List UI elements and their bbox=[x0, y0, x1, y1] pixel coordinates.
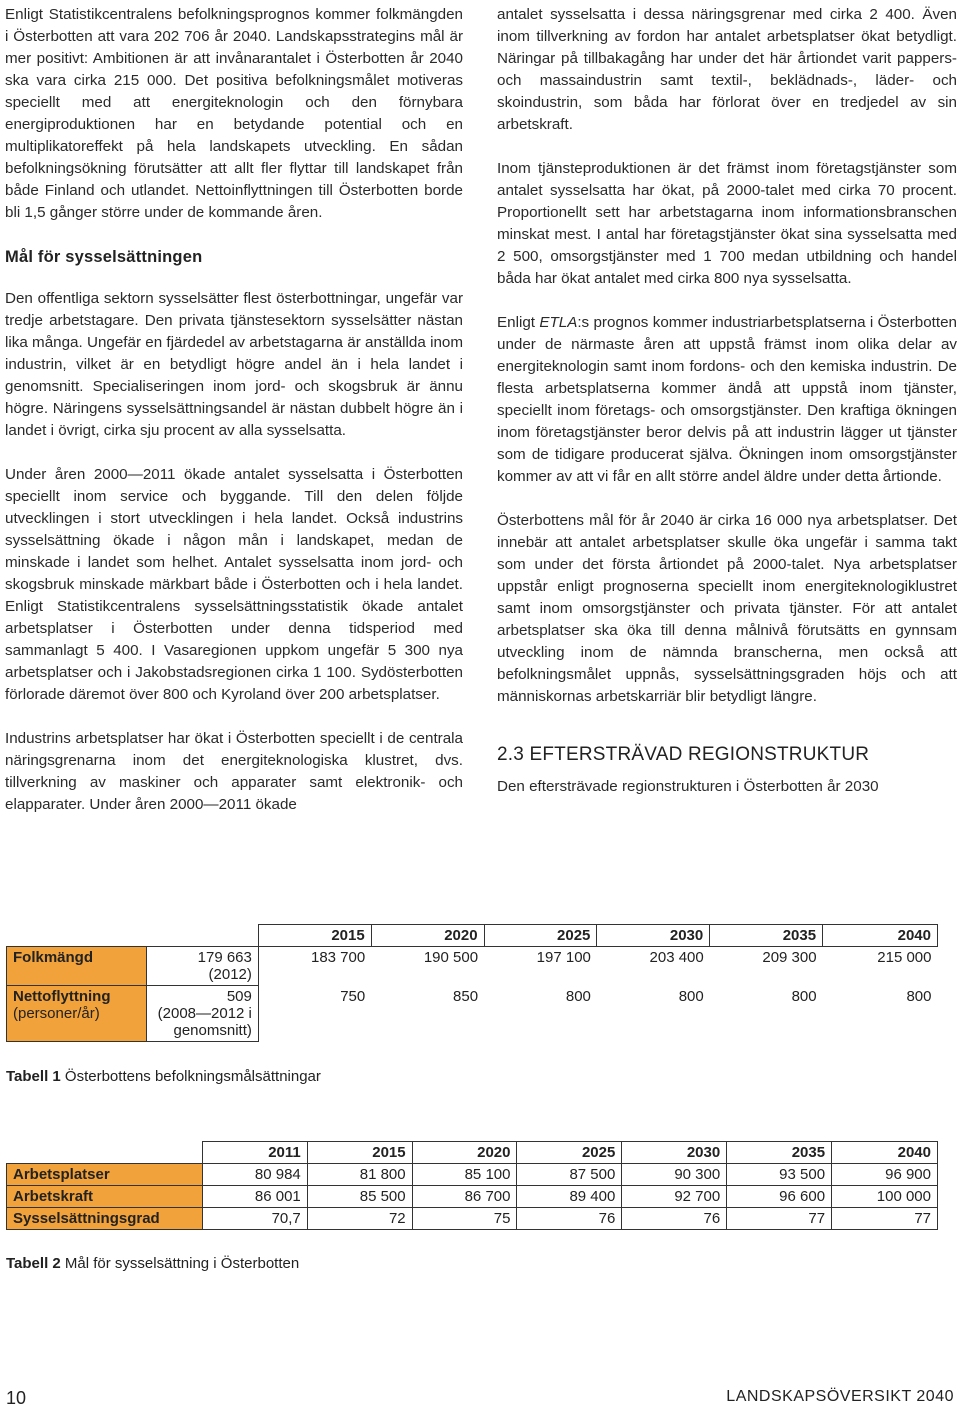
caption-label: Tabell 2 bbox=[6, 1255, 61, 1272]
year-header: 2025 bbox=[484, 925, 597, 947]
base-value-cell bbox=[146, 947, 258, 986]
year-header: 2020 bbox=[412, 1142, 517, 1164]
section-heading-regional-structure: 2.3 EFTERSTRÄVAD REGIONSTRUKTUR bbox=[497, 744, 870, 765]
base-value: 179 663 bbox=[197, 949, 252, 966]
base-note: (2008—2012 i genomsnitt) bbox=[157, 1005, 252, 1039]
table-cell: 76 bbox=[622, 1208, 727, 1230]
table-cell: 86 700 bbox=[412, 1186, 517, 1208]
year-header: 2020 bbox=[371, 925, 484, 947]
empty-header-cell bbox=[7, 925, 259, 947]
table-header-row bbox=[7, 925, 938, 947]
table-cell: 850 bbox=[453, 987, 479, 1005]
table-cell: 92 700 bbox=[622, 1186, 727, 1208]
right-column bbox=[497, 4, 957, 798]
table-row bbox=[7, 1208, 938, 1230]
row-label bbox=[7, 947, 147, 986]
table-cell: 800 bbox=[565, 987, 591, 1005]
table-caption bbox=[6, 1068, 321, 1085]
caption-label: Tabell 1 bbox=[6, 1068, 61, 1085]
year-header: 2011 bbox=[202, 1142, 307, 1164]
year-header: 2040 bbox=[823, 925, 938, 947]
table-cell: 215 000 bbox=[877, 949, 932, 966]
table-cell: 750 bbox=[340, 987, 366, 1005]
year-header: 2035 bbox=[710, 925, 823, 947]
year-header: 2015 bbox=[307, 1142, 412, 1164]
table-cell: 800 bbox=[791, 987, 817, 1005]
left-column bbox=[5, 4, 463, 816]
text-run: Enligt bbox=[497, 314, 540, 331]
table-cell: 209 300 bbox=[762, 949, 817, 966]
body-paragraph: Enligt Statistikcentralens befolkningsprognos kommer folkmängden i Österbotten att vara 202 706 år 2040. Landskapsstrategins mål är mer positivt: Ambitionen är att invånarantalet i Österbotten år 2040 ska vara cirka 215 000. Det positiva befolkningsmålet motiveras speciellt med att energiteknologin och den förnybara energiproduktionen har en betydande potential och en multiplikatoreffekt på hela landskapets utveckling. En sådan befolkningsökning förutsätter att allt fler flyttar till landskapet från både Finland och utlandet. Nettoinflyttningen till Österbotten borde bli 1,5 gånger större under de kommande åren. bbox=[5, 6, 463, 221]
table-row bbox=[7, 1186, 938, 1208]
year-header: 2030 bbox=[597, 925, 710, 947]
table-row bbox=[7, 986, 938, 1042]
table-row bbox=[7, 1164, 938, 1186]
body-paragraph: Österbottens mål för år 2040 är cirka 16 000 nya arbetsplatser. Det innebär att antalet arbetsplatser skulle öka ungefär i samma takt som under det första årtiondet på 2000-talet. Nya arbetsplatser uppstår enligt prognoserna speciellt inom energiteknologiklustret samt inom omsorgstjänster och privata tjänster. För att antalet arbetsplatser ska öka till denna målnivå förutsätts en gynnsam utveckling inom de nämnda branscherna, men också att befolkningsmålet uppnås, sysselsättningsgraden höjs och att människornas arbetskarriär blir betydligt längre. bbox=[497, 512, 957, 705]
body-paragraph: Den eftersträvade regionstrukturen i Österbotten år 2030 bbox=[497, 778, 879, 795]
body-paragraph: antalet sysselsatta i dessa näringsgrenar med cirka 2 400. Även inom tillverkning av fordon har antalet arbetsplatser ökat betydligt. Näringar på tillbakagång har under det här årtiondet varit pappers- och massaindustrin samt textil-, beklädnads-, läder- och skoindustrin, som båda har förlorat över en tredjedel av sin arbetskraft. bbox=[497, 6, 957, 133]
base-value: 509 bbox=[226, 988, 252, 1005]
table-cell: 75 bbox=[412, 1208, 517, 1230]
table-cell: 800 bbox=[906, 987, 932, 1005]
table-cell: 100 000 bbox=[832, 1186, 938, 1208]
table-cell: 85 100 bbox=[412, 1164, 517, 1186]
table-cell: 76 bbox=[517, 1208, 622, 1230]
table-cell: 96 900 bbox=[832, 1164, 938, 1186]
year-header: 2030 bbox=[622, 1142, 727, 1164]
year-header: 2015 bbox=[258, 925, 371, 947]
row-label-text: Nettoflyttning bbox=[13, 988, 111, 1005]
base-value-cell bbox=[146, 986, 258, 1042]
table-cell: 96 600 bbox=[727, 1186, 832, 1208]
row-label-text: Folkmängd bbox=[13, 949, 94, 966]
table-header-row bbox=[7, 1142, 938, 1164]
table-cell: 85 500 bbox=[307, 1186, 412, 1208]
table-cell: 87 500 bbox=[517, 1164, 622, 1186]
table-cell: 80 984 bbox=[202, 1164, 307, 1186]
table-cell: 203 400 bbox=[649, 949, 704, 966]
row-label: Arbetskraft bbox=[7, 1186, 203, 1208]
caption-text: Mål för sysselsättning i Österbotten bbox=[60, 1255, 300, 1272]
body-paragraph: Under åren 2000—2011 ökade antalet sysselsatta i Österbotten speciellt inom service och byggande. Till den delen följde utvecklingen i stort utvecklingen i hela landet. Också industrins sysselsättning ökade i någon mån i landskapet, medan de minskade i landet som helhet. Antalet sysselsatta inom jord- och skogsbruk minskade märkbart både i Österbotten och i hela landet. Enligt Statistikcentralens sysselsättningsstatistik ökade antalet arbetsplatser i Österbotten under denna tidsperiod med sammanlagt 5 400. I Vasaregionen uppkom ungefär 5 300 nya arbetsplatser och i Jakobstadsregionen cirka 1 100. Sydösterbotten förlorade däremot över 800 och Kyroland över 200 arbetsplatser. bbox=[5, 466, 463, 703]
year-header: 2025 bbox=[517, 1142, 622, 1164]
row-label: Sysselsättningsgrad bbox=[7, 1208, 203, 1230]
publication-title: LANDSKAPSÖVERSIKT 2040 bbox=[726, 1388, 954, 1405]
table-cell: 93 500 bbox=[727, 1164, 832, 1186]
year-header: 2035 bbox=[727, 1142, 832, 1164]
caption-text: Österbottens befolkningsmålsättningar bbox=[60, 1068, 321, 1085]
row-label: Arbetsplatser bbox=[7, 1164, 203, 1186]
table-cell: 86 001 bbox=[202, 1186, 307, 1208]
row-sublabel: (personer/år) bbox=[13, 1005, 100, 1022]
table-cell: 81 800 bbox=[307, 1164, 412, 1186]
empty-header-cell bbox=[7, 1142, 203, 1164]
population-targets-table bbox=[6, 924, 938, 1042]
base-note: (2012) bbox=[208, 966, 252, 983]
year-header: 2040 bbox=[832, 1142, 938, 1164]
body-paragraph: Industrins arbetsplatser har ökat i Österbotten speciellt i de centrala näringsgrenarna inom det energiteknologiska klustret, dvs. tillverkning av maskiner och apparater samt elektronik- och elapparater. Under åren 2000—2011 ökade bbox=[5, 730, 463, 813]
table-cell: 89 400 bbox=[517, 1186, 622, 1208]
table-cell: 70,7 bbox=[202, 1208, 307, 1230]
italic-abbreviation: ETLA bbox=[539, 314, 578, 331]
page-number: 10 bbox=[6, 1388, 27, 1408]
table-row bbox=[7, 947, 938, 986]
body-paragraph bbox=[497, 312, 957, 488]
table-cell: 183 700 bbox=[310, 949, 366, 966]
table-caption bbox=[6, 1255, 299, 1272]
section-heading-employment: Mål för sysselsättningen bbox=[5, 248, 203, 266]
body-paragraph: Den offentliga sektorn sysselsätter flest österbottningar, ungefär var tredje arbetstagare. Den privata tjänstesektorn sysselsätter nästan lika många. Ungefär en fjärdedel av arbetstagarna är anställda inom industrin, vilket är en betydligt högre andel än i hela landet i genomsnitt. Specialiseringen inom jord- och skogsbruk är ännu högre. Näringens sysselsättningsandel är nästan dubbelt högre än i landet i övrigt, cirka sju procent av alla sysselsatta. bbox=[5, 290, 463, 439]
table-cell: 72 bbox=[307, 1208, 412, 1230]
employment-targets-table bbox=[6, 1141, 938, 1230]
table-cell: 190 500 bbox=[423, 949, 479, 966]
row-label bbox=[7, 986, 147, 1042]
table-cell: 77 bbox=[832, 1208, 938, 1230]
table-cell: 77 bbox=[727, 1208, 832, 1230]
table-cell: 197 100 bbox=[536, 949, 591, 966]
table-cell: 90 300 bbox=[622, 1164, 727, 1186]
body-paragraph: Inom tjänsteproduktionen är det främst inom företagstjänster som antalet sysselsatta har ökat, på 2000-talet med cirka 70 procent. Proportionellt sett har arbetstagarna inom informationsbranschen minskat mest. I antal har företagstjänster ökat sina sysselsatta med 2 500, omsorgstjänster med 1 700 medan utbildning och handel båda har ökat antalet med cirka 800 nya sysselsatta. bbox=[497, 160, 957, 287]
text-run: :s prognos kommer industriarbetsplatserna i Österbotten under de närmaste åren att uppstå främst inom olika delar av energiteknologin samt inom fordons- och den kemiska industrin. De flesta arbetsplatserna kommer ändå att uppstå inom tjänster, speciellt inom företags- och omsorgstjänster. Den kraftiga ökningen inom företagstjänster beror delvis på att industrin lägger ut tjänster som de tidigare producerat själva. Ökningen inom omsorgstjänster kommer av att vi får en allt större andel äldre under detta årtionde. bbox=[497, 314, 957, 485]
table-cell: 800 bbox=[678, 987, 704, 1005]
